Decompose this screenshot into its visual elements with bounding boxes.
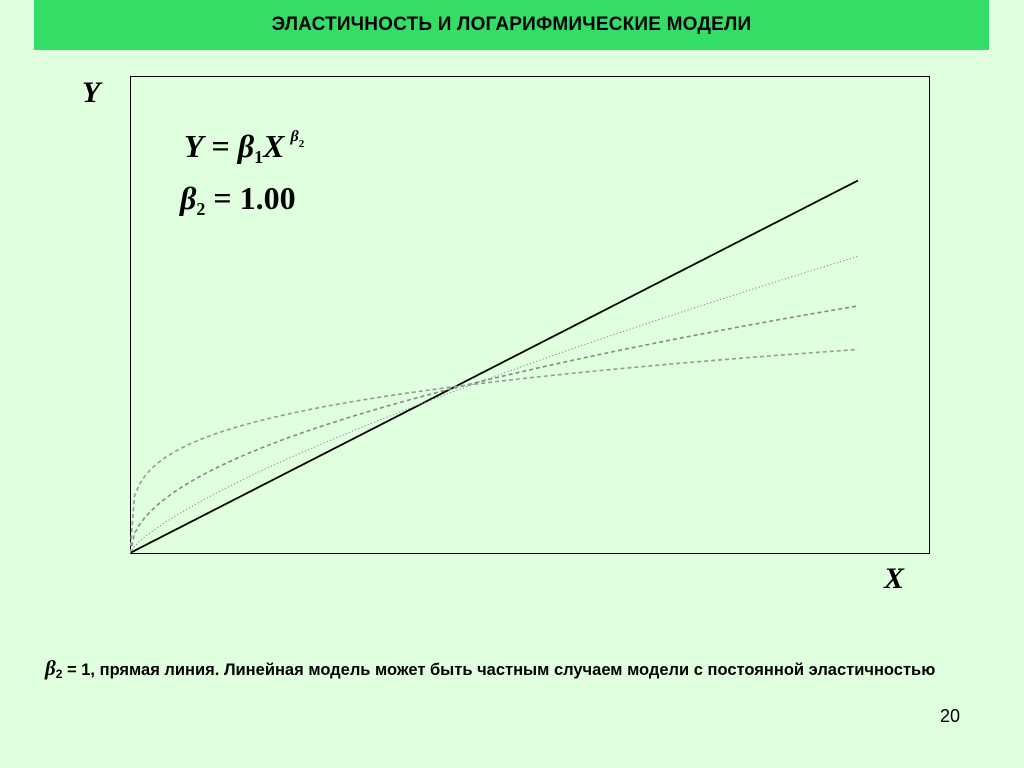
caption-beta-sub: 2: [55, 667, 63, 681]
model-formula: [184, 128, 304, 165]
series-layer: [130, 180, 858, 553]
formula-beta1: β: [237, 128, 255, 164]
slide-title: ЭЛАСТИЧНОСТЬ И ЛОГАРИФМИЧЕСКИЕ МОДЕЛИ: [271, 14, 752, 35]
beta2-value: [180, 180, 296, 217]
series-line-beta2-0_5: [130, 306, 858, 553]
caption: [45, 656, 985, 683]
formula-exponent-beta: β: [290, 128, 299, 145]
caption-text: = 1, прямая линия. Линейная модель может быть частным случаем модели с постоянной эластичностью: [62, 661, 936, 679]
beta2-number: 1.00: [239, 180, 296, 216]
series-line-beta2-1: [130, 180, 858, 553]
caption-beta: β: [45, 656, 56, 680]
x-axis-label: X: [884, 562, 905, 595]
page-number: 20: [940, 706, 961, 726]
formula-exponent-sub: 2: [298, 138, 305, 150]
y-axis-label: Y: [82, 76, 101, 109]
beta2-equals: =: [213, 180, 232, 216]
beta2-sub: 2: [196, 199, 206, 219]
formula-y: Y: [184, 128, 204, 164]
formula-beta1-sub: 1: [254, 147, 264, 167]
formula-equals: =: [211, 128, 230, 164]
beta2-symbol: β: [180, 180, 197, 216]
series-line-beta2-0_25: [130, 349, 858, 553]
formula-x: X: [263, 128, 285, 164]
series-line-beta2-0_75: [130, 256, 858, 553]
title-bar: [34, 0, 989, 50]
